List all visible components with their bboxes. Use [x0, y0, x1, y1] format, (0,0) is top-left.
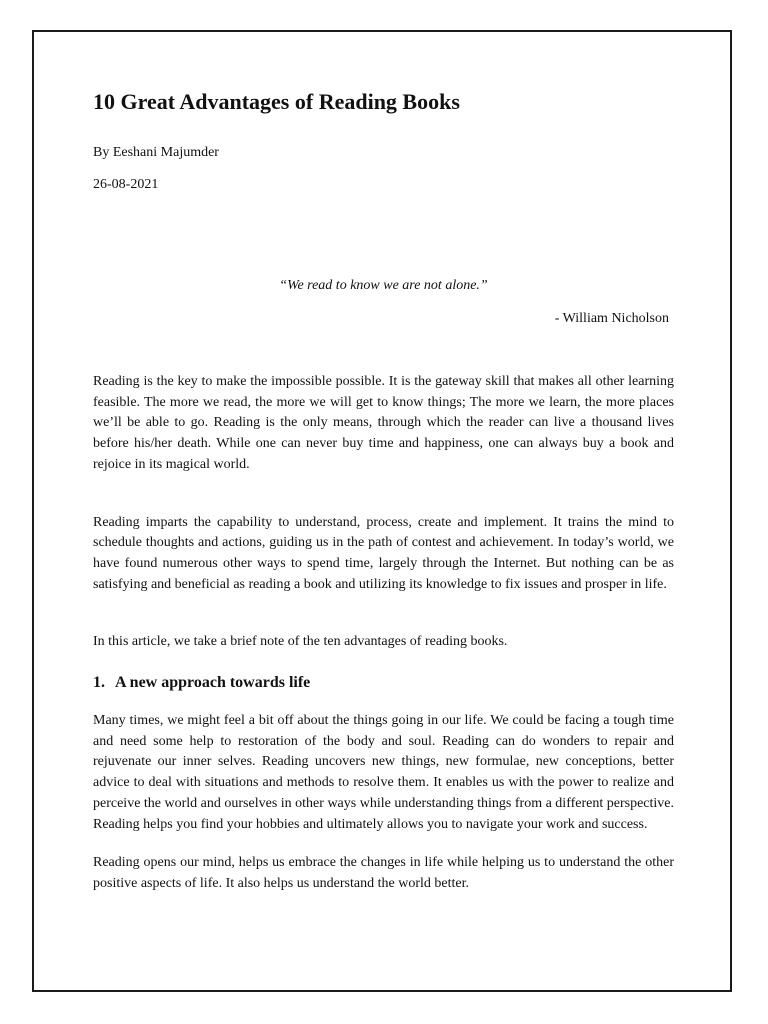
publish-date: 26-08-2021: [93, 177, 159, 192]
section-title: A new approach towards life: [115, 674, 311, 692]
intro-paragraph-1: Reading is the key to make the impossible possible. It is the gateway skill that makes all other learning feasible. The more we read, the more we will get to know things; The more we learn, the more places we’ll be able to go. Reading is the only means, through which the reader can live a thousand lives before his/her death. While one can never buy time and happiness, one can always buy a book and rejoice in its magical world.: [93, 374, 674, 472]
section-heading: [93, 672, 674, 694]
quote-attribution: - William Nicholson: [554, 311, 669, 326]
intro-paragraph-3: In this article, we take a brief note of the ten advantages of reading books.: [93, 634, 508, 650]
section-number: 1.: [93, 674, 105, 692]
epigraph-quote: “We read to know we are not alone.”: [279, 278, 488, 293]
intro-paragraph-2: Reading imparts the capability to understand, process, create and implement. It trains the mind to schedule thoughts and actions, guiding us in the path of contest and achievement. In today’s world, we have found numerous other ways to spend time, largely through the Internet. But nothing can be as satisfying and beneficial as reading a book and utilizing its knowledge to fix issues and prosper in life.: [93, 514, 674, 592]
section-paragraph-2: Reading opens our mind, helps us embrace the changes in life while helping us to understand the other positive aspects of life. It also helps us understand the world better.: [93, 855, 674, 891]
document-title: 10 Great Advantages of Reading Books: [93, 89, 460, 114]
author-line: By Eeshani Majumder: [93, 145, 219, 160]
document-content: [93, 88, 674, 895]
section-paragraph-1: Many times, we might feel a bit off about the things going in our life. We could be facing a tough time and need some help to restoration of the body and soul. Reading can do wonders to repair and rejuvenate our inner selves. Reading uncovers new things, new formulae, new conceptions, better advice to deal with situations and methods to resolve them. It enables us with the power to realize and perceive the world and ourselves in other ways while understanding things from a different perspective. Reading helps you find your hobbies and ultimately allows you to navigate your work and success.: [93, 713, 674, 832]
